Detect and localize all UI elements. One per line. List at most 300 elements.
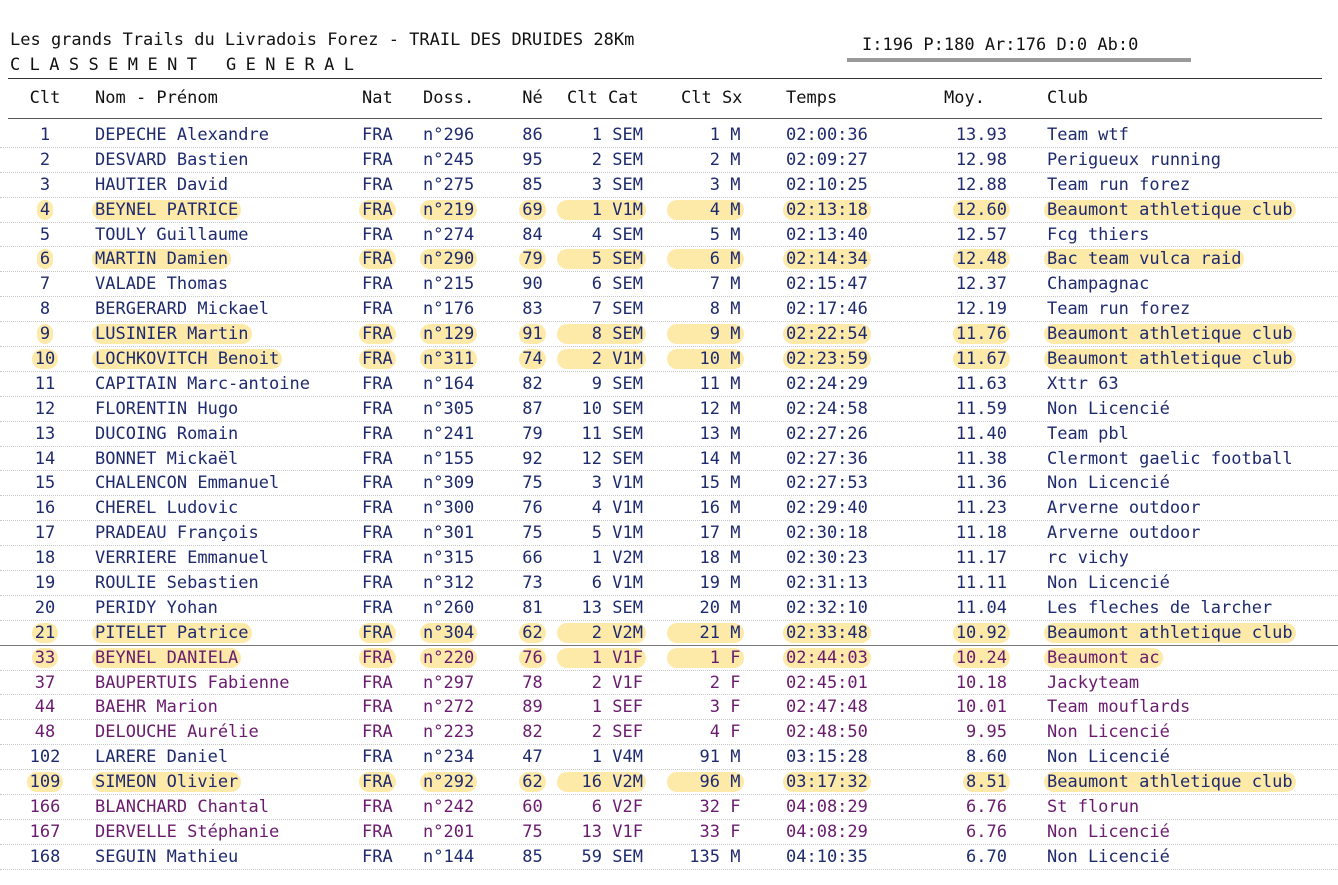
cell-ne: 87 (522, 398, 543, 419)
cell-name: LUSINIER Martin (95, 322, 355, 346)
table-row (0, 521, 1338, 546)
cell-doss: n°164 (423, 373, 475, 394)
cell-doss: n°315 (423, 548, 475, 569)
table-row (0, 397, 1338, 422)
cell-ne: 79 (510, 247, 555, 271)
cell-temps: 02:13:40 (786, 224, 868, 245)
header-divider-bottom (8, 118, 1322, 119)
cell-name: DEPECHE Alexandre (95, 124, 269, 145)
column-header-doss: Doss. (423, 88, 475, 108)
cell-clt: 14 (34, 448, 56, 469)
cell-club: Non Licencié (1047, 846, 1170, 867)
cell-moy: 11.04 (955, 597, 1007, 618)
cell-club: Bac team vulca raid (1047, 247, 1337, 271)
cell-ne: 82 (522, 373, 543, 394)
table-row (0, 820, 1338, 845)
cell-nat: FRA (362, 821, 393, 842)
cell-ne: 95 (522, 149, 543, 170)
cell-clt-sx: 12 M (699, 398, 741, 419)
column-header-nat: Nat (362, 88, 393, 108)
cell-clt-cat: 13 SEM (581, 597, 643, 618)
cell-clt: 33 (10, 646, 80, 670)
cell-ne: 78 (522, 672, 543, 693)
cell-doss: n°312 (423, 572, 475, 593)
cell-clt: 12 (34, 398, 56, 419)
cell-clt: 6 (10, 247, 80, 271)
cell-nat: FRA (362, 498, 393, 519)
cell-moy: 11.38 (955, 448, 1007, 469)
cell-moy: 6.70 (966, 846, 1007, 867)
cell-ne: 47 (522, 747, 543, 768)
table-row (0, 471, 1338, 496)
cell-clt-sx: 3 F (709, 697, 741, 718)
cell-club: rc vichy (1047, 548, 1129, 569)
cell-club: Arverne outdoor (1047, 523, 1201, 544)
cell-clt: 15 (34, 473, 56, 494)
cell-club: Beaumont athletique club (1047, 198, 1337, 222)
cell-clt-cat: 5 SEM (560, 247, 645, 271)
column-header-clt-sx: Clt Sx (681, 88, 743, 108)
cell-club: Non Licencié (1047, 821, 1170, 842)
cell-moy: 8.51 (935, 770, 1007, 794)
cell-clt-sx: 9 M (670, 322, 750, 346)
cell-clt: 13 (34, 423, 56, 444)
cell-moy: 10.01 (955, 697, 1007, 718)
cell-doss: n°296 (423, 124, 475, 145)
cell-name: ROULIE Sebastien (95, 572, 259, 593)
cell-nat: FRA (362, 846, 393, 867)
table-row (0, 720, 1338, 745)
cell-clt-cat: 9 SEM (591, 373, 643, 394)
cell-temps: 03:15:28 (786, 747, 868, 768)
cell-nat: FRA (362, 149, 393, 170)
cell-ne: 76 (522, 498, 543, 519)
cell-doss: n°290 (423, 247, 493, 271)
cell-clt-sx: 1 F (670, 646, 750, 670)
cell-temps: 02:22:54 (786, 322, 896, 346)
cell-club: Fcg thiers (1047, 224, 1150, 245)
cell-clt-sx: 15 M (699, 473, 741, 494)
cell-temps: 02:32:10 (786, 597, 868, 618)
cell-nat: FRA (362, 398, 393, 419)
column-header-moy: Moy. (944, 88, 985, 108)
cell-clt-cat: 2 SEM (591, 149, 643, 170)
cell-doss: n°304 (423, 621, 493, 645)
cell-clt-cat: 1 SEF (591, 697, 643, 718)
cell-moy: 12.98 (955, 149, 1007, 170)
table-row (0, 745, 1338, 770)
cell-moy: 12.57 (955, 224, 1007, 245)
table-row (0, 646, 1338, 671)
table-row (0, 695, 1338, 720)
cell-ne: 85 (522, 174, 543, 195)
cell-moy: 13.93 (955, 124, 1007, 145)
cell-name: MARTIN Damien (95, 247, 355, 271)
results-table (0, 123, 1338, 870)
cell-name: BAEHR Marion (95, 697, 218, 718)
cell-club: Non Licencié (1047, 747, 1170, 768)
cell-ne: 76 (510, 646, 555, 670)
cell-doss: n°220 (423, 646, 493, 670)
cell-moy: 11.59 (955, 398, 1007, 419)
cell-club: Beaumont athletique club (1047, 322, 1337, 346)
cell-clt-cat: 6 V1M (591, 572, 643, 593)
table-row (0, 571, 1338, 596)
cell-nat: FRA (362, 672, 393, 693)
race-stats: I:196 P:180 Ar:176 D:0 Ab:0 (862, 35, 1139, 55)
table-row (0, 447, 1338, 472)
cell-clt: 17 (34, 523, 56, 544)
cell-clt-sx: 4 M (670, 198, 750, 222)
cell-doss: n°260 (423, 597, 475, 618)
cell-club: Team run forez (1047, 174, 1191, 195)
cell-ne: 75 (522, 821, 543, 842)
cell-doss: n°301 (423, 523, 475, 544)
cell-nat: FRA (362, 373, 393, 394)
cell-moy: 12.60 (935, 198, 1007, 222)
cell-name: CHEREL Ludovic (95, 498, 239, 519)
cell-moy: 11.36 (955, 473, 1007, 494)
cell-nat: FRA (362, 198, 402, 222)
cell-clt: 37 (34, 672, 56, 693)
cell-doss: n°241 (423, 423, 475, 444)
cell-doss: n°215 (423, 274, 475, 295)
cell-name: FLORENTIN Hugo (95, 398, 239, 419)
cell-clt-cat: 1 V2M (591, 548, 643, 569)
cell-name: BLANCHARD Chantal (95, 796, 269, 817)
cell-clt-sx: 10 M (670, 347, 750, 371)
page-subtitle: CLASSEMENT GENERAL (10, 55, 364, 75)
cell-clt-sx: 4 F (709, 722, 741, 743)
cell-clt-cat: 2 V1M (560, 347, 645, 371)
cell-clt: 44 (34, 697, 56, 718)
cell-doss: n°223 (423, 722, 475, 743)
cell-club: Clermont gaelic football (1047, 448, 1293, 469)
cell-nat: FRA (362, 621, 402, 645)
cell-moy: 9.95 (966, 722, 1007, 743)
cell-clt: 2 (39, 149, 51, 170)
cell-temps: 04:08:29 (786, 821, 868, 842)
cell-moy: 11.63 (955, 373, 1007, 394)
cell-temps: 02:30:18 (786, 523, 868, 544)
cell-club: Non Licencié (1047, 473, 1170, 494)
table-row (0, 347, 1338, 372)
cell-clt-cat: 11 SEM (581, 423, 643, 444)
cell-clt-cat: 5 V1M (591, 523, 643, 544)
cell-club: Non Licencié (1047, 572, 1170, 593)
cell-ne: 83 (522, 299, 543, 320)
table-row (0, 845, 1338, 870)
cell-club: Beaumont athletique club (1047, 621, 1337, 645)
cell-temps: 02:45:01 (786, 672, 868, 693)
cell-nat: FRA (362, 174, 393, 195)
cell-name: SIMEON Olivier (95, 770, 355, 794)
cell-nat: FRA (362, 124, 393, 145)
cell-club: Non Licencié (1047, 722, 1170, 743)
cell-clt: 11 (34, 373, 56, 394)
cell-clt-sx: 91 M (699, 747, 741, 768)
cell-ne: 79 (522, 423, 543, 444)
cell-name: HAUTIER David (95, 174, 229, 195)
cell-temps: 02:14:34 (786, 247, 896, 271)
cell-clt-sx: 8 M (709, 299, 741, 320)
cell-name: VERRIERE Emmanuel (95, 548, 269, 569)
cell-club: Non Licencié (1047, 398, 1170, 419)
cell-nat: FRA (362, 770, 402, 794)
cell-moy: 6.76 (966, 796, 1007, 817)
cell-name: PERIDY Yohan (95, 597, 218, 618)
cell-doss: n°245 (423, 149, 475, 170)
cell-clt-cat: 59 SEM (581, 846, 643, 867)
table-row (0, 148, 1338, 173)
cell-moy: 11.23 (955, 498, 1007, 519)
cell-temps: 02:00:36 (786, 124, 868, 145)
cell-name: PRADEAU François (95, 523, 259, 544)
cell-clt-sx: 6 M (670, 247, 750, 271)
cell-club: Champagnac (1047, 274, 1150, 295)
cell-clt-cat: 2 SEF (591, 722, 643, 743)
table-row (0, 372, 1338, 397)
cell-doss: n°219 (423, 198, 493, 222)
cell-name: PITELET Patrice (95, 621, 355, 645)
cell-ne: 84 (522, 224, 543, 245)
cell-name: CAPITAIN Marc-antoine (95, 373, 310, 394)
cell-clt-sx: 1 M (709, 124, 741, 145)
page-title: Les grands Trails du Livradois Forez - TRAIL DES DRUIDES 28Km (10, 30, 635, 50)
cell-clt-cat: 1 SEM (591, 124, 643, 145)
cell-nat: FRA (362, 796, 393, 817)
cell-clt-sx: 5 M (709, 224, 741, 245)
cell-clt-cat: 4 SEM (591, 224, 643, 245)
table-row (0, 795, 1338, 820)
table-row (0, 297, 1338, 322)
cell-temps: 02:29:40 (786, 498, 868, 519)
cell-moy: 12.88 (955, 174, 1007, 195)
cell-moy: 11.76 (935, 322, 1007, 346)
cell-nat: FRA (362, 697, 393, 718)
cell-club: Team mouflards (1047, 697, 1191, 718)
cell-clt: 48 (34, 722, 56, 743)
cell-clt-sx: 96 M (670, 770, 750, 794)
cell-doss: n°309 (423, 473, 475, 494)
cell-ne: 86 (522, 124, 543, 145)
cell-temps: 02:33:48 (786, 621, 896, 645)
cell-doss: n°234 (423, 747, 475, 768)
cell-temps: 02:10:25 (786, 174, 868, 195)
cell-temps: 02:44:03 (786, 646, 896, 670)
cell-doss: n°300 (423, 498, 475, 519)
cell-temps: 02:13:18 (786, 198, 896, 222)
cell-clt-cat: 16 V2M (560, 770, 645, 794)
cell-temps: 02:17:46 (786, 299, 868, 320)
table-row (0, 223, 1338, 248)
cell-clt-cat: 8 SEM (560, 322, 645, 346)
cell-club: Beaumont athletique club (1047, 347, 1337, 371)
cell-clt: 166 (29, 796, 61, 817)
table-row (0, 770, 1338, 795)
cell-ne: 62 (510, 770, 555, 794)
cell-clt-cat: 3 SEM (591, 174, 643, 195)
cell-nat: FRA (362, 548, 393, 569)
cell-clt-sx: 16 M (699, 498, 741, 519)
cell-name: DERVELLE Stéphanie (95, 821, 280, 842)
cell-temps: 02:15:47 (786, 274, 868, 295)
cell-clt-cat: 13 V1F (581, 821, 643, 842)
cell-moy: 10.18 (955, 672, 1007, 693)
cell-clt-cat: 12 SEM (581, 448, 643, 469)
cell-temps: 03:17:32 (786, 770, 896, 794)
cell-nat: FRA (362, 597, 393, 618)
cell-clt-cat: 2 V2M (560, 621, 645, 645)
stats-underline (847, 58, 1191, 62)
cell-moy: 11.17 (955, 548, 1007, 569)
cell-moy: 12.19 (955, 299, 1007, 320)
cell-club: Les fleches de larcher (1047, 597, 1273, 618)
cell-ne: 89 (522, 697, 543, 718)
cell-clt: 18 (34, 548, 56, 569)
cell-nat: FRA (362, 299, 393, 320)
cell-name: TOULY Guillaume (95, 224, 249, 245)
cell-clt-cat: 7 SEM (591, 299, 643, 320)
cell-clt-sx: 20 M (699, 597, 741, 618)
cell-nat: FRA (362, 448, 393, 469)
table-row (0, 272, 1338, 297)
table-row (0, 422, 1338, 447)
cell-moy: 12.48 (935, 247, 1007, 271)
cell-ne: 62 (510, 621, 555, 645)
cell-doss: n°275 (423, 174, 475, 195)
cell-clt-sx: 3 M (709, 174, 741, 195)
cell-name: SEGUIN Mathieu (95, 846, 239, 867)
cell-clt: 4 (10, 198, 80, 222)
cell-doss: n°311 (423, 347, 493, 371)
cell-clt-sx: 2 M (709, 149, 741, 170)
cell-clt-cat: 10 SEM (581, 398, 643, 419)
cell-name: BAUPERTUIS Fabienne (95, 672, 290, 693)
cell-clt-sx: 14 M (699, 448, 741, 469)
cell-moy: 11.40 (955, 423, 1007, 444)
column-header-name: Nom - Prénom (95, 88, 218, 108)
cell-doss: n°292 (423, 770, 493, 794)
cell-clt: 109 (10, 770, 80, 794)
table-header (0, 86, 1338, 110)
cell-moy: 8.60 (966, 747, 1007, 768)
cell-clt: 5 (39, 224, 51, 245)
cell-clt-cat: 4 V1M (591, 498, 643, 519)
cell-name: CHALENCON Emmanuel (95, 473, 280, 494)
cell-temps: 02:24:58 (786, 398, 868, 419)
cell-clt-cat: 6 SEM (591, 274, 643, 295)
cell-nat: FRA (362, 423, 393, 444)
cell-nat: FRA (362, 646, 402, 670)
cell-clt: 20 (34, 597, 56, 618)
cell-ne: 90 (522, 274, 543, 295)
cell-moy: 6.76 (966, 821, 1007, 842)
cell-moy: 12.37 (955, 274, 1007, 295)
cell-temps: 04:10:35 (786, 846, 868, 867)
cell-clt-cat: 1 V4M (591, 747, 643, 768)
cell-club: Team run forez (1047, 299, 1191, 320)
table-row (0, 621, 1338, 646)
cell-clt: 7 (39, 274, 51, 295)
column-header-ne: Né (522, 88, 543, 108)
cell-nat: FRA (362, 274, 393, 295)
cell-doss: n°297 (423, 672, 475, 693)
cell-club: St florun (1047, 796, 1140, 817)
cell-doss: n°274 (423, 224, 475, 245)
cell-name: VALADE Thomas (95, 274, 229, 295)
table-row (0, 671, 1338, 696)
cell-temps: 02:31:13 (786, 572, 868, 593)
cell-ne: 74 (510, 347, 555, 371)
cell-clt: 19 (34, 572, 56, 593)
cell-nat: FRA (362, 523, 393, 544)
cell-club: Beaumont athletique club (1047, 770, 1337, 794)
cell-club: Team pbl (1047, 423, 1129, 444)
cell-name: BEYNEL DANIELA (95, 646, 355, 670)
cell-doss: n°305 (423, 398, 475, 419)
cell-clt: 21 (10, 621, 80, 645)
cell-ne: 85 (522, 846, 543, 867)
cell-clt-sx: 19 M (699, 572, 741, 593)
cell-ne: 73 (522, 572, 543, 593)
table-row (0, 596, 1338, 621)
column-header-club: Club (1047, 88, 1088, 108)
table-row (0, 198, 1338, 223)
cell-nat: FRA (362, 347, 402, 371)
cell-ne: 91 (510, 322, 555, 346)
cell-club: Arverne outdoor (1047, 498, 1201, 519)
cell-temps: 02:47:48 (786, 697, 868, 718)
cell-name: BEYNEL PATRICE (95, 198, 355, 222)
cell-name: DELOUCHE Aurélie (95, 722, 259, 743)
cell-doss: n°155 (423, 448, 475, 469)
table-row (0, 322, 1338, 347)
cell-temps: 02:30:23 (786, 548, 868, 569)
cell-nat: FRA (362, 247, 402, 271)
cell-name: DUCOING Romain (95, 423, 239, 444)
cell-clt-sx: 33 F (699, 821, 741, 842)
cell-temps: 02:27:26 (786, 423, 868, 444)
table-row (0, 173, 1338, 198)
table-row (0, 496, 1338, 521)
cell-name: LOCHKOVITCH Benoit (95, 347, 355, 371)
cell-temps: 04:08:29 (786, 796, 868, 817)
cell-clt-sx: 17 M (699, 523, 741, 544)
cell-club: Jackyteam (1047, 672, 1140, 693)
cell-name: BERGERARD Mickael (95, 299, 269, 320)
cell-clt-sx: 18 M (699, 548, 741, 569)
table-row (0, 123, 1338, 148)
cell-clt-sx: 13 M (699, 423, 741, 444)
cell-clt-cat: 2 V1F (591, 672, 643, 693)
cell-temps: 02:27:53 (786, 473, 868, 494)
table-row (0, 546, 1338, 571)
cell-clt: 1 (39, 124, 51, 145)
cell-moy: 10.24 (935, 646, 1007, 670)
cell-ne: 75 (522, 523, 543, 544)
cell-name: BONNET Mickaël (95, 448, 239, 469)
column-header-clt-cat: Clt Cat (567, 88, 639, 108)
cell-clt-sx: 11 M (699, 373, 741, 394)
cell-clt-cat: 3 V1M (591, 473, 643, 494)
cell-clt-sx: 7 M (709, 274, 741, 295)
cell-club: Beaumont ac (1047, 646, 1337, 670)
cell-name: LARERE Daniel (95, 747, 229, 768)
cell-clt-sx: 135 M (689, 846, 741, 867)
cell-moy: 11.67 (935, 347, 1007, 371)
cell-temps: 02:24:29 (786, 373, 868, 394)
